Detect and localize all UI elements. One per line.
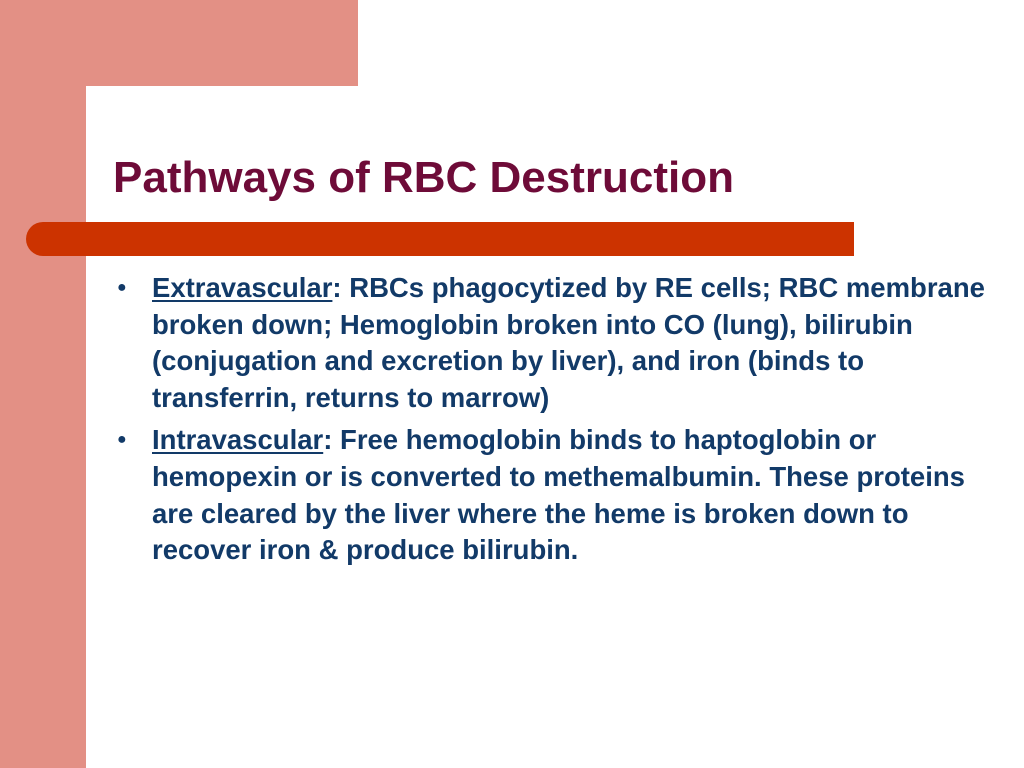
bullet-text-extravascular: : RBCs phagocytized by RE cells; RBC membrane broken down; Hemoglobin broken into CO (lung), bilirubin (conjugation and excretion by liver), and iron (binds to transferrin, returns to marrow) [152, 272, 985, 413]
bullet-term-intravascular: Intravascular [152, 424, 324, 456]
left-accent-band [0, 0, 86, 768]
title-underline-bar [26, 222, 854, 256]
bullet-item-intravascular [113, 422, 993, 568]
bullet-list [113, 270, 993, 575]
top-accent-band [0, 0, 358, 86]
bullet-text-intravascular: : Free hemoglobin binds to haptoglobin or hemopexin or is converted to methemalbumin. These proteins are cleared by the liver where the heme is broken down to recover iron & produce bilirubin. [152, 424, 965, 566]
bullet-item-extravascular [113, 270, 993, 416]
bullet-dot-icon: ● [117, 279, 127, 296]
slide-title: Pathways of RBC Destruction [113, 153, 734, 202]
bullet-dot-icon: ● [117, 431, 127, 449]
bullet-term-extravascular: Extravascular [152, 272, 333, 303]
